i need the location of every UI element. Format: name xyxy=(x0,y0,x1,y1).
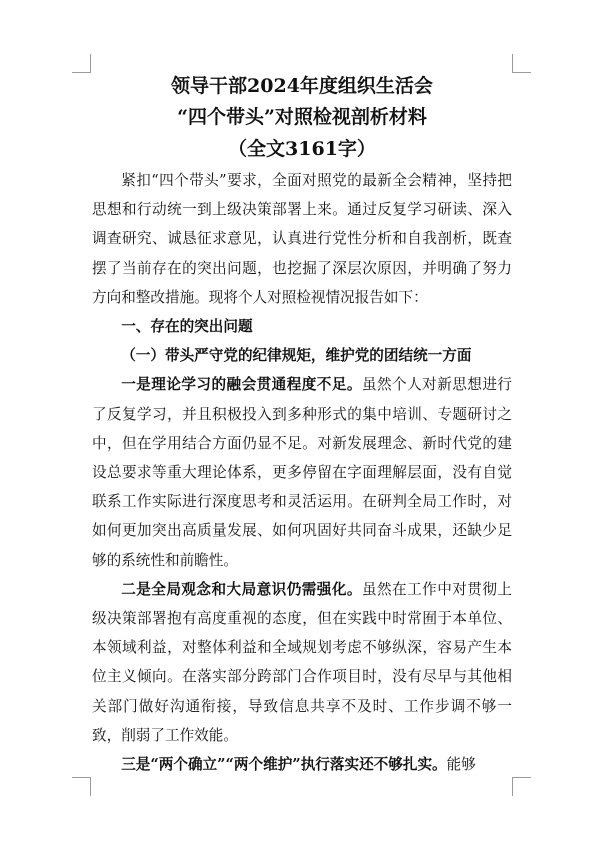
paragraph-lead: 一是理论学习的融会贯通程度不足。 xyxy=(121,376,362,394)
paragraph-text: 虽然在工作中对贯彻上级决策部署抱有高度重视的态度，但在实践中时常囿于本单位、本领域利益，对整体利益和全域规划考虑不够纵深，容易产生本位主义倾向。在落实部分跨部门合作项目时，没有尽早与其他相关部门做好沟通衔接，导致信息共享不及时、工作步调不够一致，削弱了工作效能。 xyxy=(92,580,512,744)
word-count-note: （全文3161字） xyxy=(228,138,376,160)
subsection-heading: （一）带头严守党的纪律规矩，维护党的团结统一方面 xyxy=(121,347,472,365)
document-body xyxy=(92,166,512,779)
paragraph-text: 虽然个人对新思想进行了反复学习，并且积极投入到多种形式的集中培训、专题研讨之中，但在学用结合方面仍显不足。对新发展理念、新时代党的建设总要求等重大理论体系，更多停留在字面理解层面，没有自觉联系工作实际进行深度思考和灵活运用。在研判全局工作时，对如何更加突出高质量发展、如何巩固好共同奋斗成果，还缺少足够的系统性和前瞻性。 xyxy=(92,376,512,569)
paragraph-lead: 二是全局观念和大局意识仍需强化。 xyxy=(121,580,362,598)
margin-corner-mark xyxy=(72,777,91,796)
margin-corner-mark xyxy=(512,777,531,796)
body-paragraph xyxy=(92,575,512,750)
paragraph-text: 能够 xyxy=(446,756,476,774)
body-paragraph xyxy=(92,370,512,574)
body-paragraph xyxy=(92,750,512,779)
intro-paragraph: 紧扣“四个带头”要求，全面对照党的最新全会精神，坚持把思想和行动统一到上级决策部署上来。通过反复学习研读、深入调查研究、诚恳征求意见，认真进行党性分析和自我剖析，既查摆了当前存在的突出问题，也挖掘了深层次原因，并明确了努力方向和整改措施。现将个人对照检视情况报告如下： xyxy=(92,172,512,306)
section-heading: 一、存在的突出问题 xyxy=(121,318,253,336)
document-subtitle: “四个带头”对照检视剖析材料 xyxy=(177,106,427,128)
margin-corner-mark xyxy=(512,54,531,73)
margin-corner-mark xyxy=(72,54,91,73)
paragraph-lead: 三是“两个确立”“两个维护”执行落实还不够扎实。 xyxy=(121,756,447,774)
document-title: 领导干部2024年度组织生活会 xyxy=(171,75,433,97)
